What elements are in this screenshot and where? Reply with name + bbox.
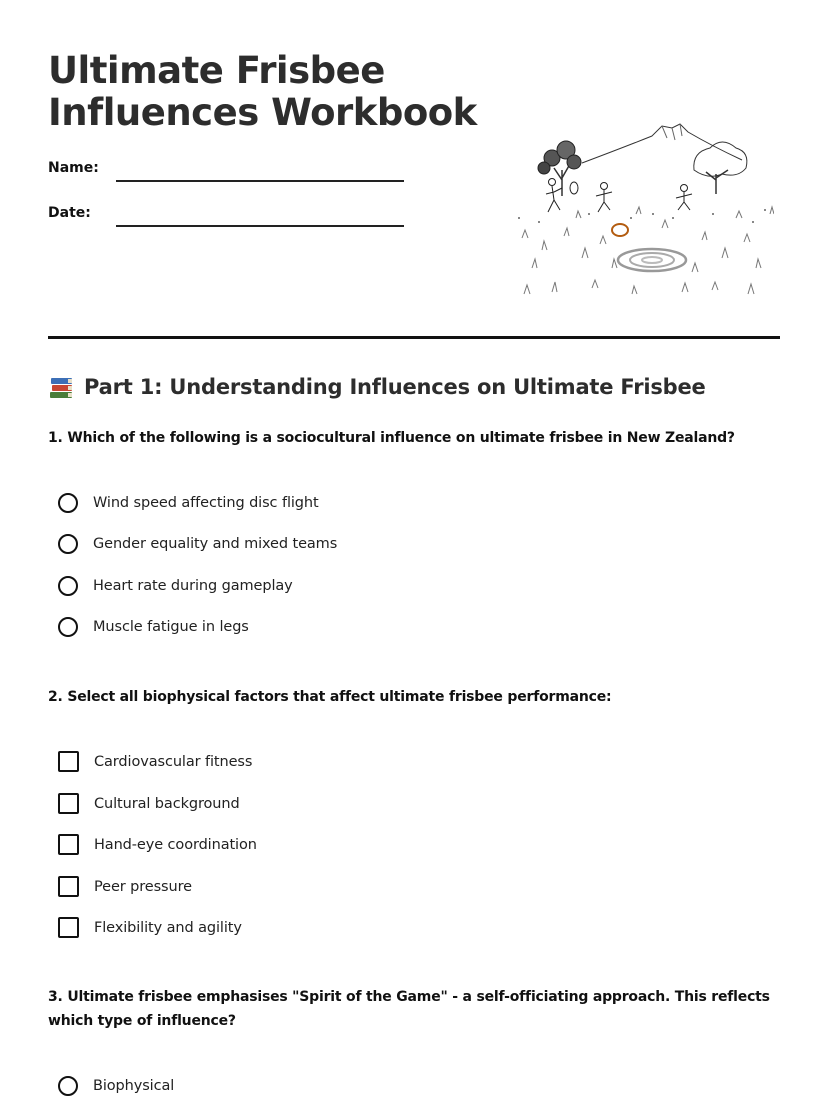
- option-label: Biophysical: [93, 1078, 175, 1094]
- checkbox[interactable]: [58, 876, 79, 897]
- frisbee-park-illustration: [512, 118, 774, 308]
- date-label: Date:: [48, 205, 91, 221]
- checkbox[interactable]: [58, 917, 79, 938]
- question-1-option[interactable]: [58, 617, 249, 637]
- option-label: Gender equality and mixed teams: [93, 536, 338, 552]
- checkbox[interactable]: [58, 751, 79, 772]
- radio-button[interactable]: [58, 1076, 78, 1096]
- option-label: Cultural background: [94, 795, 240, 812]
- name-field[interactable]: [116, 180, 404, 182]
- question-3: 3. Ultimate frisbee emphasises "Spirit of the Game" - a self-officiating approach. This reflects which type of influence?: [48, 989, 770, 1029]
- title-line-1: Ultimate Frisbee: [48, 49, 385, 92]
- question-2-option[interactable]: [58, 876, 192, 897]
- option-label: Flexibility and agility: [94, 919, 242, 936]
- page-title: [48, 50, 477, 134]
- section-divider: [48, 336, 780, 339]
- option-label: Heart rate during gameplay: [93, 578, 293, 594]
- question-2: 2. Select all biophysical factors that affect ultimate frisbee performance:: [48, 689, 612, 705]
- radio-button[interactable]: [58, 617, 78, 637]
- question-1-option[interactable]: [58, 576, 293, 596]
- part-1-title: Part 1: Understanding Influences on Ultimate Frisbee: [84, 375, 706, 399]
- radio-button[interactable]: [58, 576, 78, 596]
- question-1-option[interactable]: [58, 493, 319, 513]
- question-2-option[interactable]: [58, 793, 240, 814]
- date-field[interactable]: [116, 225, 404, 227]
- option-label: Hand-eye coordination: [94, 836, 257, 853]
- part-1-heading: [48, 374, 706, 400]
- name-label: Name:: [48, 160, 99, 176]
- question-2-option[interactable]: [58, 834, 257, 855]
- option-label: Muscle fatigue in legs: [93, 619, 249, 635]
- option-label: Peer pressure: [94, 878, 192, 895]
- radio-button[interactable]: [58, 534, 78, 554]
- option-label: Wind speed affecting disc flight: [93, 495, 319, 511]
- question-2-option[interactable]: [58, 917, 242, 938]
- books-icon: [48, 374, 76, 400]
- checkbox[interactable]: [58, 793, 79, 814]
- checkbox[interactable]: [58, 834, 79, 855]
- question-2-option[interactable]: [58, 751, 252, 772]
- question-1: 1. Which of the following is a sociocultural influence on ultimate frisbee in New Zealand?: [48, 430, 735, 446]
- question-1-option[interactable]: [58, 534, 337, 554]
- title-line-2: Influences Workbook: [48, 91, 477, 134]
- radio-button[interactable]: [58, 493, 78, 513]
- option-label: Cardiovascular fitness: [94, 753, 253, 770]
- question-3-option[interactable]: [58, 1076, 174, 1096]
